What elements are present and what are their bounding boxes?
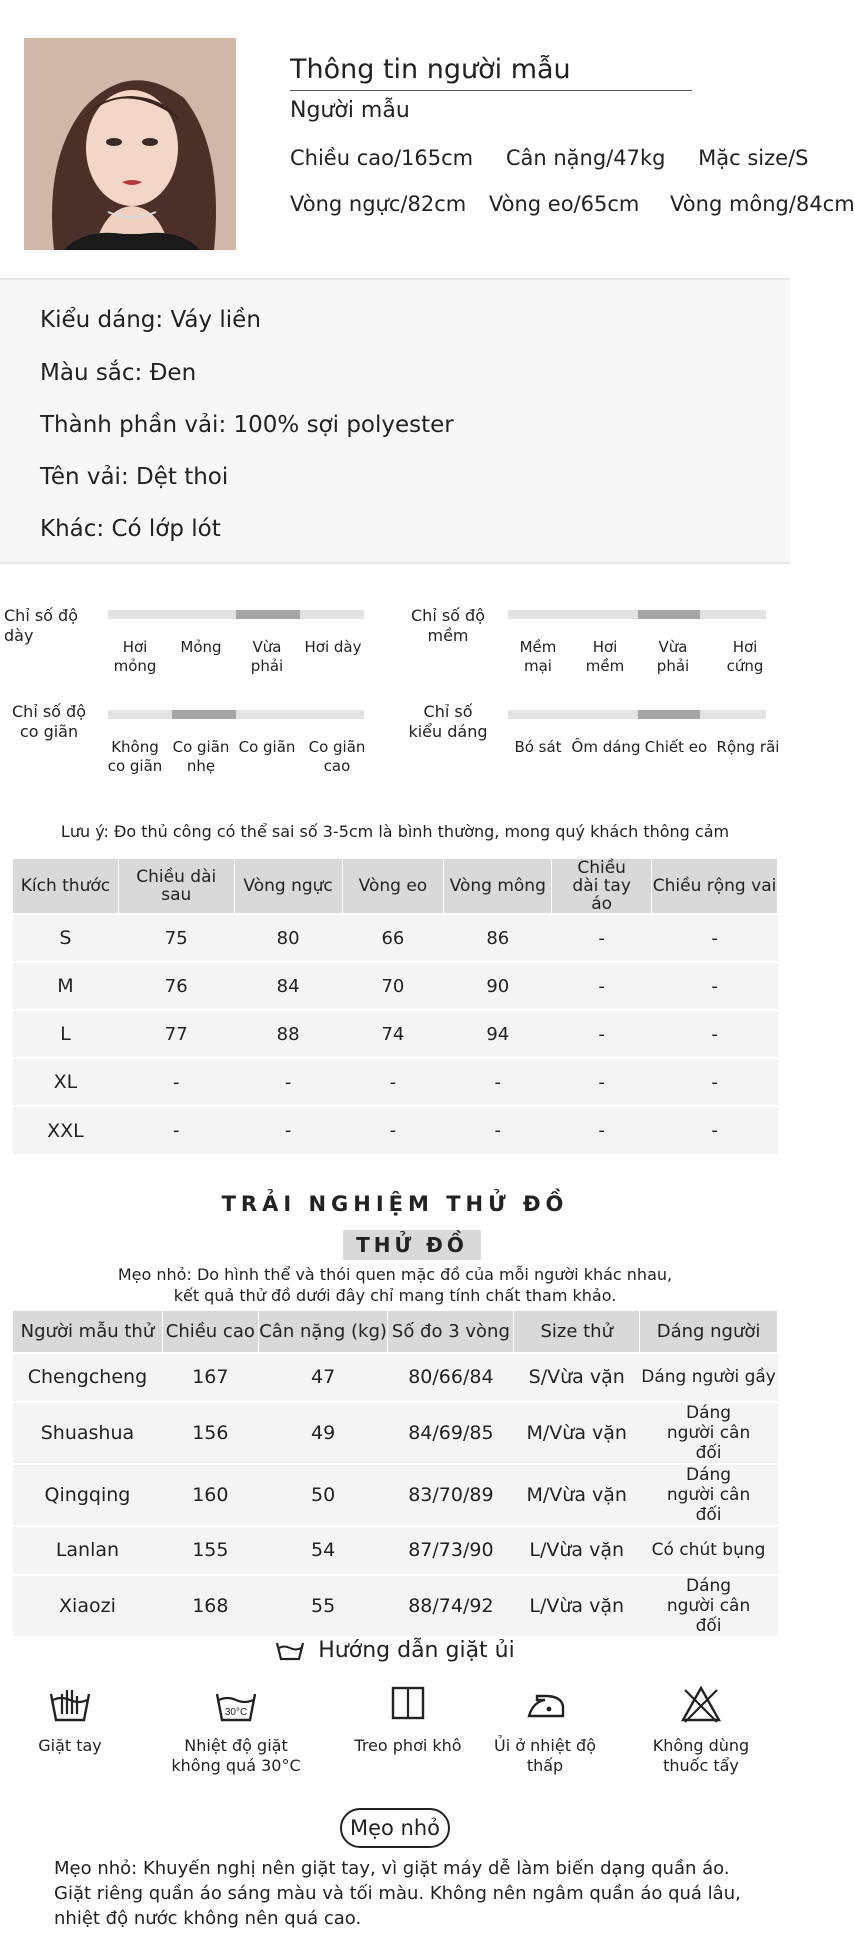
wash-item-iron [480,1684,610,1776]
table-cell: S/Vừa vặn [514,1353,640,1402]
table-row [13,1010,778,1058]
wash-item-hand [5,1684,135,1756]
size-header-cell: Chiều dài sau [118,859,234,915]
hand-wash-icon [48,1684,92,1724]
washing-heading-text: Hướng dẫn giặt ủi [318,1638,515,1663]
table-cell: XL [13,1058,119,1106]
table-cell: 54 [258,1526,388,1575]
table-cell: L [13,1010,119,1058]
table-cell: 88 [234,1010,342,1058]
index-option: Ôm dáng [571,738,641,756]
index-label-elasticity: Chỉ số độ co giãn [12,702,86,741]
index-label-shape: Chỉ số kiểu dáng [408,702,488,741]
index-option: Vừa phải [250,638,284,675]
table-cell: 74 [342,1010,444,1058]
table-cell: Chengcheng [13,1353,163,1402]
table-cell: Dáng người cân đối [640,1402,778,1464]
table-row [13,1353,778,1402]
attr-fabric-name: Tên vải: Dệt thoi [40,464,229,490]
wash-tub-icon [275,1640,305,1662]
table-cell: - [552,962,652,1010]
index-bar-selected [172,710,236,719]
index-option: Mềm mại [519,638,557,675]
table-cell: Lanlan [13,1526,163,1575]
iron-low-icon [523,1684,567,1724]
table-row [13,1464,778,1526]
model-info-section [0,0,855,278]
size-header-cell: Kích thước [13,859,119,915]
table-cell: XXL [13,1106,119,1154]
try-on-table [12,1310,778,1636]
wash-item-bleach [636,1684,766,1776]
fabric-indices [0,564,790,794]
wash-label: Không dùng thuốc tẩy [652,1736,750,1775]
table-cell: 80 [234,914,342,962]
model-title: Thông tin người mẫu [290,54,571,85]
table-cell: M/Vừa vặn [514,1464,640,1526]
tips-text: Mẹo nhỏ: Khuyến nghị nên giặt tay, vì giặt máy dễ làm biến dạng quần áo. Giặt riêng quần áo sáng màu và tối màu. Không nên ngâm quần áo quá lâu, nhiệt độ nước không nên quá cao. [54,1858,741,1929]
try-on-tip [0,1264,790,1306]
index-bar-softness [508,610,766,619]
attr-fabric-composition: Thành phần vải: 100% sợi polyester [40,412,454,438]
size-header-cell: Vòng mông [444,859,552,915]
tips-pill: Mẹo nhỏ [340,1808,450,1848]
table-cell: Có chút bụng [640,1526,778,1575]
try-header-cell: Cân nặng (kg) [258,1311,388,1353]
table-cell: - [652,962,778,1010]
wash-30c-icon [214,1684,258,1724]
try-on-tip-line: kết quả thử đồ dưới đây chỉ mang tính chất tham khảo. [173,1286,617,1305]
table-cell: Qingqing [13,1464,163,1526]
size-header-cell: Vòng eo [342,859,444,915]
table-cell: 70 [342,962,444,1010]
table-cell: 50 [258,1464,388,1526]
table-cell: 90 [444,962,552,1010]
table-cell: 86 [444,914,552,962]
index-option: Không co giãn [107,738,163,775]
try-header-cell: Size thử [514,1311,640,1353]
dry-flat-icon [386,1684,430,1724]
index-option: Hơi dày [304,638,362,656]
model-size: Mặc size/S [698,146,809,170]
table-cell: Shuashua [13,1402,163,1464]
table-cell: - [118,1106,234,1154]
table-row [13,1526,778,1575]
table-cell: 66 [342,914,444,962]
size-header-cell: Vòng ngực [234,859,342,915]
index-option: Vừa phải [656,638,690,675]
table-cell: - [552,1010,652,1058]
index-bar-elasticity [108,710,364,719]
table-cell: - [234,1106,342,1154]
measurement-note: Lưu ý: Đo thủ công có thể sai số 3-5cm là bình thường, mong quý khách thông cảm [60,822,730,841]
try-header-cell: Chiều cao [162,1311,258,1353]
table-cell: 84 [234,962,342,1010]
index-label-softness: Chỉ số độ mềm [411,606,485,645]
no-bleach-icon [679,1684,723,1724]
table-cell: L/Vừa vặn [514,1526,640,1575]
table-cell: 75 [118,914,234,962]
table-cell: M [13,962,119,1010]
table-cell: 160 [162,1464,258,1526]
size-header-cell: Chiều dài tay áo [552,859,652,915]
index-option: Co giãn [238,738,296,756]
wash-label: Nhiệt độ giặt không quá 30°C [171,1736,301,1775]
model-stats-row-1 [290,146,808,170]
table-cell: - [342,1058,444,1106]
wash-label: Giặt tay [38,1736,102,1755]
table-cell: 156 [162,1402,258,1464]
try-on-tip-line: Mẹo nhỏ: Do hình thể và thói quen mặc đồ của mỗi người khác nhau, [117,1265,673,1284]
table-cell: - [652,914,778,962]
index-bar-selected [638,610,700,619]
size-header-cell: Chiều rộng vai [652,859,778,915]
wash-temp-mark: 30°C [224,1707,248,1718]
model-avatar [24,38,236,250]
index-option: Hơi mềm [585,638,625,675]
table-cell: 168 [162,1575,258,1636]
table-cell: 84/69/85 [388,1402,514,1464]
try-on-heading: TRẢI NGHIỆM THỬ ĐỒ [221,1192,569,1216]
table-cell: 155 [162,1526,258,1575]
model-weight: Cân nặng/47kg [505,146,666,170]
table-cell: - [118,1058,234,1106]
wash-item-dry [343,1684,473,1756]
index-option: Bó sát [514,738,562,756]
try-on-tag: THỬ ĐỒ [343,1230,481,1260]
try-table-header [13,1311,778,1353]
table-cell: - [234,1058,342,1106]
table-cell: - [444,1058,552,1106]
index-bar-shape [508,710,766,719]
try-header-cell: Số đo 3 vòng [388,1311,514,1353]
table-cell: - [552,1058,652,1106]
index-option: Chiết eo [644,738,708,756]
index-option: Co giãn cao [308,738,366,775]
table-cell: 88/74/92 [388,1575,514,1636]
size-table [12,858,778,1154]
table-row [13,1402,778,1464]
table-row [13,1058,778,1106]
index-label-thickness: Chỉ số độ dày [4,606,78,645]
table-cell: 80/66/84 [388,1353,514,1402]
index-option: Co giãn nhẹ [172,738,230,775]
attr-color: Màu sắc: Đen [40,360,197,386]
table-cell: - [652,1106,778,1154]
wash-item-temp [171,1684,301,1776]
attr-style: Kiểu dáng: Váy liền [40,307,261,333]
wash-label: Treo phơi khô [354,1736,462,1755]
index-option: Rộng rãi [716,738,780,756]
table-cell: - [552,1106,652,1154]
table-row [13,1575,778,1636]
table-cell: 94 [444,1010,552,1058]
table-cell: L/Vừa vặn [514,1575,640,1636]
index-option: Hơi cứng [726,638,764,675]
table-cell: 87/73/90 [388,1526,514,1575]
table-row [13,914,778,962]
table-cell: 47 [258,1353,388,1402]
table-cell: 77 [118,1010,234,1058]
index-option: Hơi mỏng [113,638,157,675]
attr-other: Khác: Có lớp lót [40,516,221,542]
table-cell: - [342,1106,444,1154]
model-stats-row-2 [290,192,855,216]
size-table-header [13,859,778,915]
table-row [13,1106,778,1154]
index-bar-selected [236,610,300,619]
table-cell: 83/70/89 [388,1464,514,1526]
table-cell: Dáng người cân đối [640,1575,778,1636]
table-cell: 76 [118,962,234,1010]
try-header-cell: Dáng người [640,1311,778,1353]
table-cell: Xiaozi [13,1575,163,1636]
wash-label: Ủi ở nhiệt độ thấp [494,1736,596,1775]
model-waist: Vòng eo/65cm [488,192,640,216]
index-bar-thickness [108,610,364,619]
washing-heading [0,1638,790,1663]
table-row [13,962,778,1010]
product-attributes [0,280,790,562]
model-subtitle: Người mẫu [290,98,410,123]
table-cell: Dáng người cân đối [640,1464,778,1526]
table-cell: S [13,914,119,962]
table-cell: 55 [258,1575,388,1636]
table-cell: Dáng người gầy [640,1353,778,1402]
table-cell: - [652,1010,778,1058]
model-height: Chiều cao/165cm [290,146,474,170]
index-bar-selected [638,710,700,719]
try-header-cell: Người mẫu thử [13,1311,163,1353]
table-cell: - [444,1106,552,1154]
title-divider [290,90,692,91]
index-option: Mỏng [180,638,222,656]
table-cell: M/Vừa vặn [514,1402,640,1464]
table-cell: 49 [258,1402,388,1464]
table-cell: 167 [162,1353,258,1402]
model-hip: Vòng mông/84cm [670,192,855,216]
table-cell: - [652,1058,778,1106]
table-cell: - [552,914,652,962]
model-bust: Vòng ngực/82cm [290,192,467,216]
